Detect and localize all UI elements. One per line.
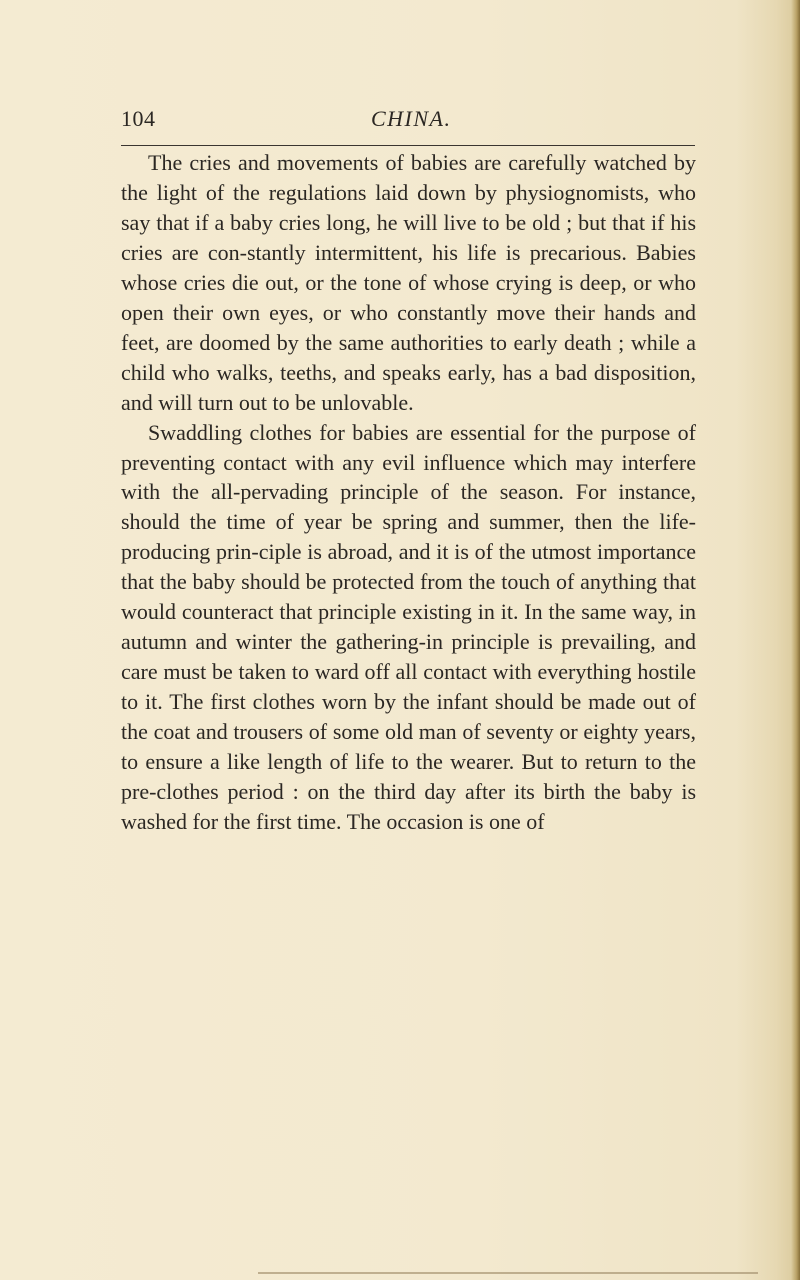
bottom-rule-mark: [258, 1272, 758, 1274]
header-rule: [121, 145, 695, 146]
paragraph-1: The cries and movements of babies are carefully watched by the light of the regulations laid down by physiognomists, who say that if a baby cries long, he will live to be old ; but that if his cries are con-stantly intermittent, his life is precarious. Babies whose cries die out, or the tone of whose crying is deep, or who open their own eyes, or who constantly move their hands and feet, are doomed by the same authorities to early death ; while a child who walks, teeths, and speaks early, has a bad disposition, and will turn out to be unlovable.: [121, 150, 696, 415]
page-number: 104: [121, 106, 156, 131]
running-head: CHINA.: [371, 106, 452, 131]
page-header: [0, 103, 800, 139]
paragraph-2: Swaddling clothes for babies are essential for the purpose of preventing contact with any evil influence which may interfere with the all-pervading principle of the season. For instance, should the time of year be spring and summer, then the life-producing prin-ciple is abroad, and it is of the utmost importance that the baby should be protected from the touch of anything that would counteract that principle existing in it. In the same way, in autumn and winter the gathering-in principle is prevailing, and care must be taken to ward off all contact with everything hostile to it. The first clothes worn by the infant should be made out of the coat and trousers of some old man of seventy or eighty years, to ensure a like length of life to the wearer. But to return to the pre-clothes period : on the third day after its birth the baby is washed for the first time. The occasion is one of: [121, 419, 696, 834]
page-edge-shadow: [791, 0, 800, 1280]
body-text: [121, 148, 696, 837]
